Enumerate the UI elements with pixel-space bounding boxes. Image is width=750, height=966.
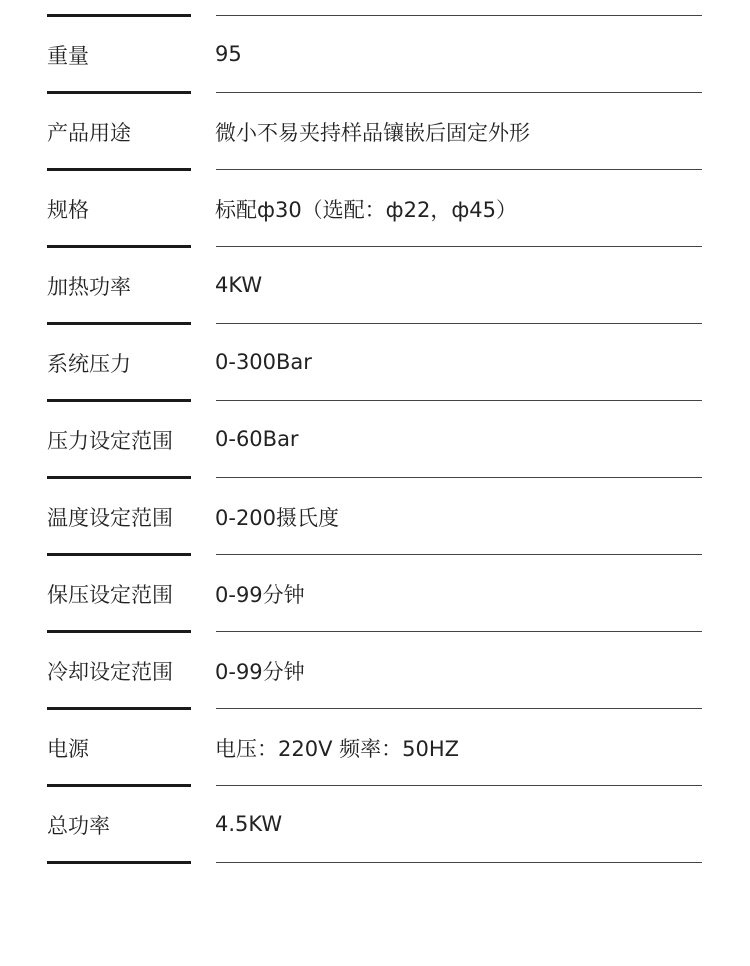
spec-label: 规格 (47, 198, 89, 222)
spec-label: 加热功率 (47, 275, 131, 299)
spec-row-usage (0, 92, 750, 169)
spec-value: 0-99分钟 (215, 660, 305, 684)
spec-label: 产品用途 (47, 121, 131, 145)
spec-row-total-power (0, 785, 750, 862)
spec-label: 冷却设定范围 (47, 660, 173, 684)
row-divider-left (47, 861, 191, 864)
spec-value: 4.5KW (215, 812, 283, 836)
spec-label: 系统压力 (47, 352, 131, 376)
spec-value: 0-99分钟 (215, 583, 305, 607)
spec-row-system-pressure (0, 323, 750, 400)
spec-value: 0-300Bar (215, 350, 312, 374)
spec-value: 4KW (215, 273, 263, 297)
spec-value: 95 (215, 42, 242, 66)
spec-value: 0-200摄氏度 (215, 506, 340, 530)
spec-value: 0-60Bar (215, 427, 299, 451)
spec-row-size (0, 169, 750, 246)
spec-label: 压力设定范围 (47, 429, 173, 453)
spec-label: 温度设定范围 (47, 506, 173, 530)
spec-row-cooling-range (0, 631, 750, 708)
spec-label: 总功率 (47, 814, 110, 838)
spec-row-temperature-range (0, 477, 750, 554)
spec-row-power-supply (0, 708, 750, 785)
spec-value: 电压：220V 频率：50HZ (215, 737, 460, 761)
spec-row-heating-power (0, 246, 750, 323)
spec-row-weight (0, 15, 750, 92)
spec-row-pressure-range (0, 400, 750, 477)
spec-label: 重量 (47, 44, 89, 68)
spec-row-hold-range (0, 554, 750, 631)
spec-value: 微小不易夹持样品镶嵌后固定外形 (215, 121, 530, 145)
spec-label: 电源 (47, 737, 89, 761)
spec-value: 标配ф30（选配：ф22，ф45） (215, 198, 518, 222)
spec-label: 保压设定范围 (47, 583, 173, 607)
row-divider-right (216, 862, 702, 863)
